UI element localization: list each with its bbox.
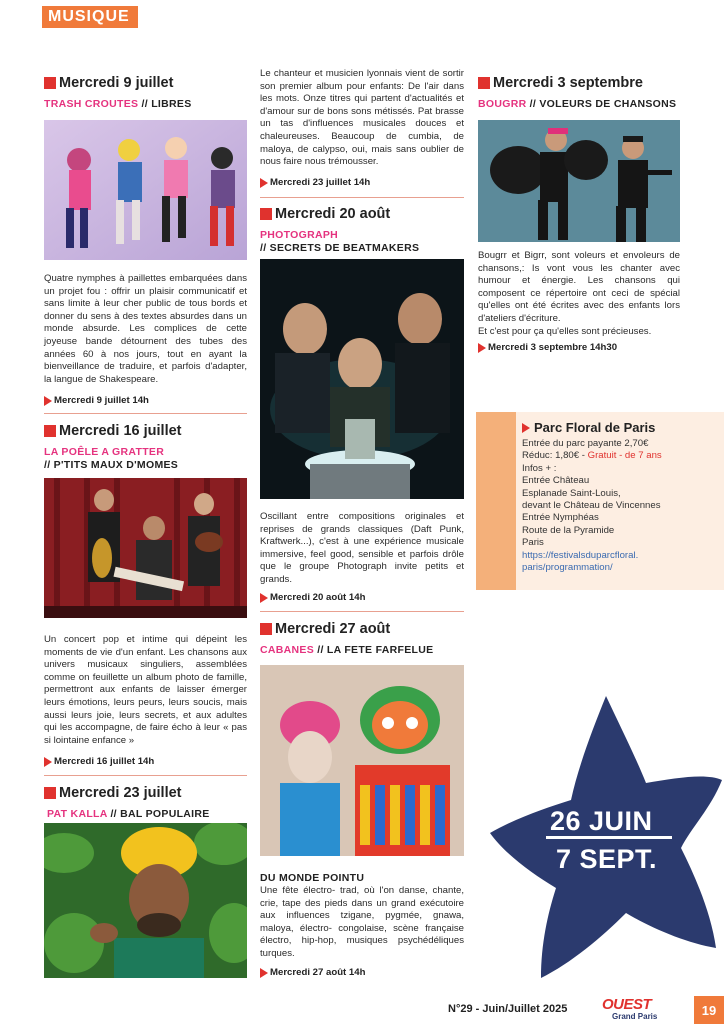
- entrance-nympheas: Entrée Nymphéas: [522, 512, 599, 524]
- date-text: Mercredi 16 juillet: [59, 423, 182, 439]
- magazine-logo: [602, 998, 686, 1022]
- event-poele-a-gratter: [44, 422, 250, 471]
- artist-name: PHOTOGRAPH: [260, 229, 339, 241]
- date-text: Mercredi 3 septembre: [493, 75, 643, 91]
- page-number: 19: [694, 996, 724, 1024]
- event-description: Bougrr et Bigrr, sont voleurs et envoleurs de chansons,: Is vont vous les chanter avec humour et énergie. Les chansons qui composent ce répertoire ont ceci de spécial qu'elles ont été écrites avec des enfants lors d'ateliers d'écriture.: [478, 250, 680, 324]
- event-trash-croutes: [44, 74, 250, 110]
- separator: //: [107, 808, 121, 820]
- square-bullet-icon: [44, 425, 56, 437]
- event-date: [44, 74, 250, 92]
- photo-trash-croutes: [44, 120, 247, 260]
- event-description: Quatre nymphes à paillettes embarquées dans un projet fou : offrir un plaisir communicatif et sans limite à leur cher public de tous bords et donner du sens à des textes absurdes dans un monde absurde. Les complices de cette joyeuse bande détournent des tubes des années 60 à nos jours, tout en ayant la bienveillance de traduire, et parfois d'adapter, la langue de Shakespeare.: [44, 273, 247, 385]
- date-text: Mercredi 20 août: [275, 206, 391, 222]
- show-title: LIBRES: [151, 98, 192, 110]
- event-time: [260, 177, 370, 188]
- info-label: Infos + :: [522, 462, 557, 474]
- artist-name: BOUGRR: [478, 98, 527, 110]
- divider: [260, 611, 464, 612]
- date-text: Mercredi 9 juillet: [59, 75, 174, 91]
- event-time-text: Mercredi 9 juillet 14h: [54, 395, 149, 406]
- show-title: SECRETS DE BEATMAKERS: [269, 242, 420, 254]
- divider: [44, 775, 247, 776]
- artist-name: LA POÊLE A GRATTER: [44, 446, 165, 458]
- event-time: [260, 967, 365, 978]
- square-bullet-icon: [44, 77, 56, 89]
- separator: //: [44, 459, 54, 471]
- play-arrow-icon: [44, 396, 52, 406]
- event-time: [44, 395, 149, 406]
- event-time-text: Mercredi 27 août 14h: [270, 967, 366, 978]
- festival-end-date: 7 SEPT.: [556, 844, 658, 874]
- event-date: [44, 422, 250, 440]
- photo-bougrr: [478, 120, 680, 242]
- show-title: LA FETE FARFELUE: [326, 644, 434, 656]
- address-line: Esplanade Saint-Louis,: [522, 487, 621, 499]
- photo-poele-a-gratter: [44, 478, 247, 618]
- section-tag: MUSIQUE: [42, 6, 138, 28]
- artist-name: CABANES: [260, 644, 315, 656]
- date-text: Mercredi 27 août: [275, 621, 391, 637]
- event-time: [478, 342, 617, 353]
- reduced-price-line: [522, 450, 720, 462]
- venue-info: [522, 420, 720, 574]
- program-link-cont[interactable]: paris/programmation/: [522, 562, 613, 574]
- artist-name: TRASH CROUTES: [44, 98, 139, 110]
- square-bullet-icon: [44, 787, 56, 799]
- play-arrow-icon: [260, 178, 268, 188]
- square-bullet-icon: [260, 623, 272, 635]
- show-title: VOLEURS DE CHANSONS: [539, 98, 677, 110]
- square-bullet-icon: [478, 77, 490, 89]
- show-subtitle: DU MONDE POINTU: [260, 872, 365, 884]
- logo-text: OUEST: [602, 996, 652, 1013]
- date-text: Mercredi 23 juillet: [59, 785, 182, 801]
- city-line: Paris: [522, 537, 544, 549]
- event-description-end: Et c'est pour ça qu'elles sont précieuses.: [478, 326, 652, 337]
- venue-title-text: Parc Floral de Paris: [534, 420, 656, 435]
- event-cabanes: [260, 620, 466, 656]
- reduced-price: Réduc: 1,80€ -: [522, 450, 588, 462]
- issue-label: N°29 - Juin/Juillet 2025: [448, 1003, 568, 1015]
- dates-divider: [546, 836, 672, 839]
- event-pat-kalla: [44, 784, 250, 820]
- venue-info-accent: [476, 412, 516, 590]
- photo-cabanes: [260, 665, 464, 856]
- event-description: Un concert pop et intime qui dépeint les moments de vie d'un enfant. Les chansons aux univers musicaux singuliers, assemblées comme on feuillette un album photo de famille, permettront aux enfants de laisser émerger leurs émotions, leurs peurs, leurs soucis, mais aussi leurs joie, leurs secrets, et aux adultes qui les accompagne, de faire écho à leur « pas si lointaine enfance »: [44, 634, 247, 746]
- logo-subtext: Grand Paris: [612, 1012, 658, 1021]
- show-title: BAL POPULAIRE: [120, 808, 210, 820]
- program-link[interactable]: https://festivalsduparcfloral.: [522, 549, 639, 561]
- separator: //: [138, 98, 152, 110]
- event-photograph: [260, 205, 466, 254]
- event-date: [260, 620, 466, 638]
- event-description: Oscillant entre compositions originales et reprises de grands classiques (Daft Punk, Kraftwerk...), c'est à une expérience musicale immersive, feel good, sensible et parfois drôle que le groupe Photograph invite petits et grands.: [260, 511, 464, 585]
- price-line: Entrée du parc payante 2,70€: [522, 438, 649, 449]
- event-time: [260, 592, 365, 603]
- event-date: [260, 205, 466, 223]
- square-bullet-icon: [260, 208, 272, 220]
- event-description: Une fête électro- trad, où l'on danse, chante, crie, tape des pieds dans un grand exécutoire aux influences tzigane, pygmée, gnawa, maloya, électro- congolaise, scène française électro, hip-hop, musiques psychédéliques turques.: [260, 885, 464, 959]
- event-time-text: Mercredi 16 juillet 14h: [54, 756, 155, 767]
- separator: //: [314, 644, 327, 656]
- event-date: [44, 784, 250, 802]
- event-time: [44, 756, 154, 767]
- play-arrow-icon: [478, 343, 486, 353]
- pat-kalla-description: Le chanteur et musicien lyonnais vient de sortir son premier album pour enfants: De l'air dans les mots. Onze titres qui partent d'actualités et d'amour sur de bons sons métissés. Pat brasse un tas d'influences musicales douces et chaleureuses. Beaucoup de cumbia, de maloya, de calypso, oui, mais sans oublier de nous faire nous trémousser.: [260, 68, 464, 168]
- event-time-text: Mercredi 23 juillet 14h: [270, 177, 371, 188]
- address-line: devant le Château de Vincennes: [522, 500, 661, 512]
- event-bougrr: [478, 74, 684, 110]
- play-arrow-icon: [260, 968, 268, 978]
- play-arrow-icon: [522, 423, 530, 433]
- play-arrow-icon: [44, 757, 52, 767]
- event-date: [478, 74, 684, 92]
- photo-pat-kalla: [44, 823, 247, 978]
- divider: [260, 197, 464, 198]
- event-time-text: Mercredi 3 septembre 14h30: [488, 342, 618, 353]
- photo-photograph: [260, 259, 464, 499]
- show-title: P'TITS MAUX D'MOMES: [53, 459, 179, 471]
- play-arrow-icon: [260, 593, 268, 603]
- free-under-7: Gratuit - de 7 ans: [587, 450, 662, 462]
- address-line: Route de la Pyramide: [522, 524, 615, 536]
- divider: [44, 413, 247, 414]
- festival-dates-badge: [486, 688, 724, 988]
- artist-name: PAT KALLA: [47, 808, 108, 820]
- separator: //: [526, 98, 540, 110]
- venue-title: [522, 420, 720, 435]
- entrance-chateau: Entrée Château: [522, 475, 590, 487]
- festival-start-date: 26 JUIN: [550, 806, 653, 836]
- separator: //: [260, 242, 270, 254]
- event-time-text: Mercredi 20 août 14h: [270, 592, 366, 603]
